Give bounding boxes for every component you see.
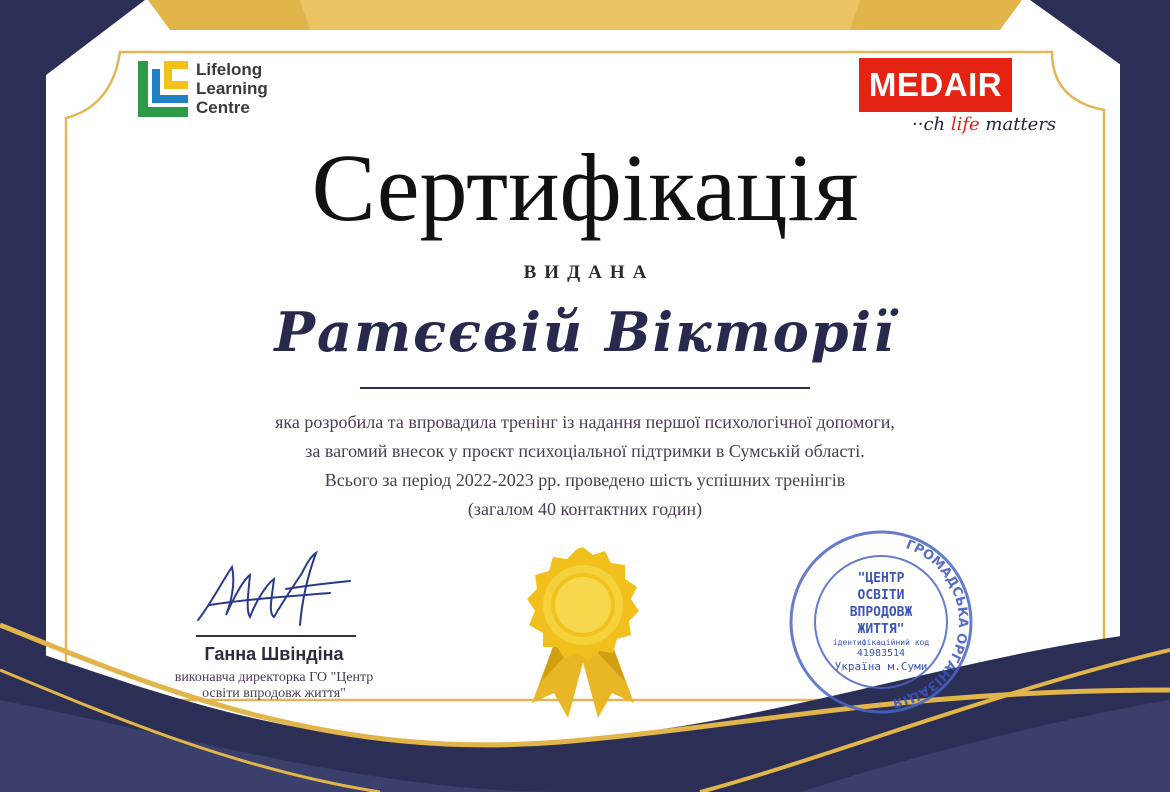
stamp-center-text [786, 570, 976, 674]
medair-tagline-prefix: ··ch [912, 114, 951, 135]
llc-line2: Learning [196, 79, 268, 98]
lifelong-learning-centre-logo [138, 60, 268, 117]
recipient-name: Ратєєвій Вікторії [274, 300, 896, 364]
stamp-code-label: ідентифікаційний код [832, 638, 930, 647]
award-ribbon-icon [518, 543, 648, 723]
medair-tagline-suffix: matters [979, 114, 1057, 135]
signer-role [140, 670, 408, 702]
certificate-title: Сертифікація [311, 134, 859, 241]
body-line-2: за вагомий внесок у проєкт психоціальної підтримки в Сумській області. [305, 441, 865, 461]
stamp-outer-text: ГРОМАДСЬКА ОРГАНІЗАЦІЯ [891, 537, 971, 711]
certificate-body [0, 408, 1170, 524]
issued-label: ВИДАНА [523, 262, 655, 283]
recipient-underline [360, 387, 810, 389]
llc-line3: Centre [196, 98, 250, 117]
body-line-4: (загалом 40 контактних годин) [467, 499, 703, 519]
signer-role-line2: освіти впродовж життя" [202, 686, 346, 701]
medair-logo: MEDAIR [859, 58, 1012, 112]
stamp-line-1: "ЦЕНТР [857, 571, 905, 586]
signer-role-line1: виконавча директорка ГО "Центр [174, 670, 374, 685]
stamp-line-4: ЖИТТЯ" [857, 622, 905, 637]
medair-tagline-accent: life [950, 114, 980, 135]
llc-logo-icon [138, 61, 188, 117]
stamp-location: Україна м.Суми [834, 660, 928, 673]
stamp-line-2: ОСВІТИ [857, 588, 905, 603]
llc-line1: Lifelong [196, 60, 263, 79]
stamp-code: 41983514 [856, 648, 906, 659]
llc-logo-text [196, 60, 268, 117]
handwritten-signature [190, 545, 370, 640]
stamp-line-3: ВПРОДОВЖ [849, 605, 913, 620]
signer-name: Ганна Швіндіна [204, 644, 344, 664]
official-stamp [786, 527, 976, 717]
signature-line [196, 635, 356, 637]
body-line-1: яка розробила та впровадила тренінг із надання першої психологічної допомоги, [275, 412, 895, 432]
body-line-3: Всього за період 2022-2023 рр. проведено шість успішних тренінгів [324, 470, 846, 490]
